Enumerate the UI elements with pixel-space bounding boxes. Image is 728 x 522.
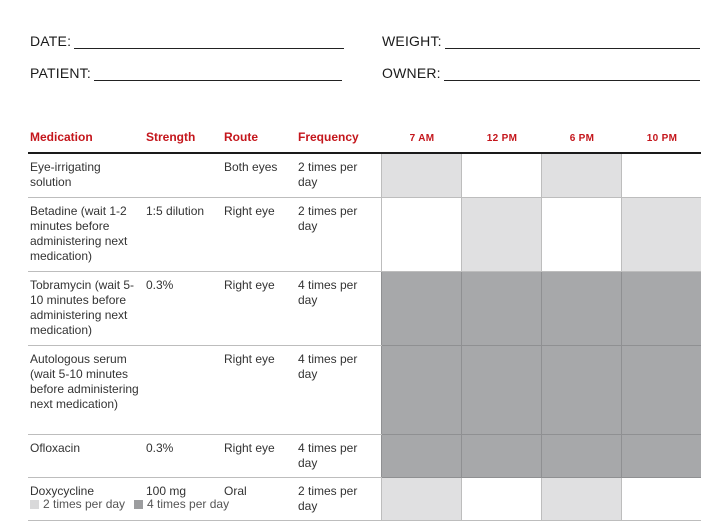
dose-slot-10pm[interactable] bbox=[621, 271, 701, 345]
cell-frequency: 4 times per day bbox=[296, 271, 381, 345]
cell-frequency: 4 times per day bbox=[296, 434, 381, 477]
cell-strength: 0.3% bbox=[144, 271, 222, 345]
dose-slot-10pm[interactable] bbox=[621, 477, 701, 520]
table-row bbox=[28, 197, 701, 271]
cell-frequency: 2 times per day bbox=[296, 477, 381, 520]
cell-frequency: 4 times per day bbox=[296, 345, 381, 434]
cell-strength: 1:5 dilution bbox=[144, 197, 222, 271]
cell-route: Right eye bbox=[222, 197, 296, 271]
weight-field[interactable] bbox=[382, 33, 700, 49]
cell-strength bbox=[144, 345, 222, 434]
dose-slot-6pm[interactable] bbox=[541, 271, 621, 345]
dose-slot-7am[interactable] bbox=[381, 477, 461, 520]
col-time-10pm: 10 PM bbox=[621, 122, 701, 153]
cell-medication: Ofloxacin bbox=[28, 434, 144, 477]
col-time-12pm: 12 PM bbox=[461, 122, 541, 153]
cell-route: Oral bbox=[222, 477, 296, 520]
cell-medication: Eye-irrigating solution bbox=[28, 153, 144, 197]
weight-line[interactable] bbox=[445, 34, 700, 49]
cell-strength bbox=[144, 153, 222, 197]
dose-slot-6pm[interactable] bbox=[541, 477, 621, 520]
patient-label: PATIENT: bbox=[30, 65, 91, 81]
date-label: DATE: bbox=[30, 33, 72, 49]
legend-swatch-light-icon bbox=[30, 500, 39, 509]
dose-slot-10pm[interactable] bbox=[621, 345, 701, 434]
cell-medication: Tobramycin (wait 5-10 minutes before administering next medication) bbox=[28, 271, 144, 345]
legend-item-two bbox=[30, 497, 125, 511]
col-strength: Strength bbox=[144, 122, 222, 153]
col-time-7am: 7 AM bbox=[381, 122, 461, 153]
dose-slot-6pm[interactable] bbox=[541, 153, 621, 197]
dose-slot-7am[interactable] bbox=[381, 197, 461, 271]
col-medication: Medication bbox=[28, 122, 144, 153]
dose-slot-12pm[interactable] bbox=[461, 271, 541, 345]
col-time-6pm: 6 PM bbox=[541, 122, 621, 153]
legend bbox=[30, 497, 238, 511]
table-row bbox=[28, 345, 701, 434]
dose-slot-10pm[interactable] bbox=[621, 153, 701, 197]
date-field[interactable] bbox=[30, 33, 344, 49]
cell-route: Both eyes bbox=[222, 153, 296, 197]
dose-slot-12pm[interactable] bbox=[461, 434, 541, 477]
dose-slot-6pm[interactable] bbox=[541, 434, 621, 477]
col-route: Route bbox=[222, 122, 296, 153]
dose-slot-7am[interactable] bbox=[381, 153, 461, 197]
cell-route: Right eye bbox=[222, 345, 296, 434]
patient-field[interactable] bbox=[30, 65, 342, 81]
dose-slot-6pm[interactable] bbox=[541, 345, 621, 434]
dose-slot-6pm[interactable] bbox=[541, 197, 621, 271]
owner-label: OWNER: bbox=[382, 65, 441, 81]
table-header-row bbox=[28, 122, 701, 153]
cell-medication: Doxycycline bbox=[28, 477, 144, 520]
legend-label-two: 2 times per day bbox=[43, 497, 126, 511]
medication-schedule-table bbox=[28, 122, 701, 521]
dose-slot-12pm[interactable] bbox=[461, 153, 541, 197]
patient-line[interactable] bbox=[94, 66, 342, 81]
dose-slot-12pm[interactable] bbox=[461, 197, 541, 271]
cell-medication: Betadine (wait 1-2 minutes before administering next medication) bbox=[28, 197, 144, 271]
dose-slot-7am[interactable] bbox=[381, 434, 461, 477]
cell-route: Right eye bbox=[222, 434, 296, 477]
dose-slot-10pm[interactable] bbox=[621, 197, 701, 271]
legend-label-four: 4 times per day bbox=[147, 497, 230, 511]
weight-label: WEIGHT: bbox=[382, 33, 442, 49]
dose-slot-7am[interactable] bbox=[381, 345, 461, 434]
dose-slot-7am[interactable] bbox=[381, 271, 461, 345]
table-row bbox=[28, 434, 701, 477]
col-frequency: Frequency bbox=[296, 122, 381, 153]
owner-field[interactable] bbox=[382, 65, 700, 81]
cell-route: Right eye bbox=[222, 271, 296, 345]
legend-item-four bbox=[134, 497, 229, 511]
cell-strength: 0.3% bbox=[144, 434, 222, 477]
cell-strength: 100 mg bbox=[144, 477, 222, 520]
dose-slot-12pm[interactable] bbox=[461, 477, 541, 520]
legend-swatch-dark-icon bbox=[134, 500, 143, 509]
cell-frequency: 2 times per day bbox=[296, 153, 381, 197]
dose-slot-12pm[interactable] bbox=[461, 345, 541, 434]
date-line[interactable] bbox=[74, 34, 344, 49]
table-row bbox=[28, 271, 701, 345]
table-row bbox=[28, 153, 701, 197]
cell-frequency: 2 times per day bbox=[296, 197, 381, 271]
dose-slot-10pm[interactable] bbox=[621, 434, 701, 477]
cell-medication: Autologous serum (wait 5-10 minutes before administering next medication) bbox=[28, 345, 144, 434]
owner-line[interactable] bbox=[444, 66, 700, 81]
